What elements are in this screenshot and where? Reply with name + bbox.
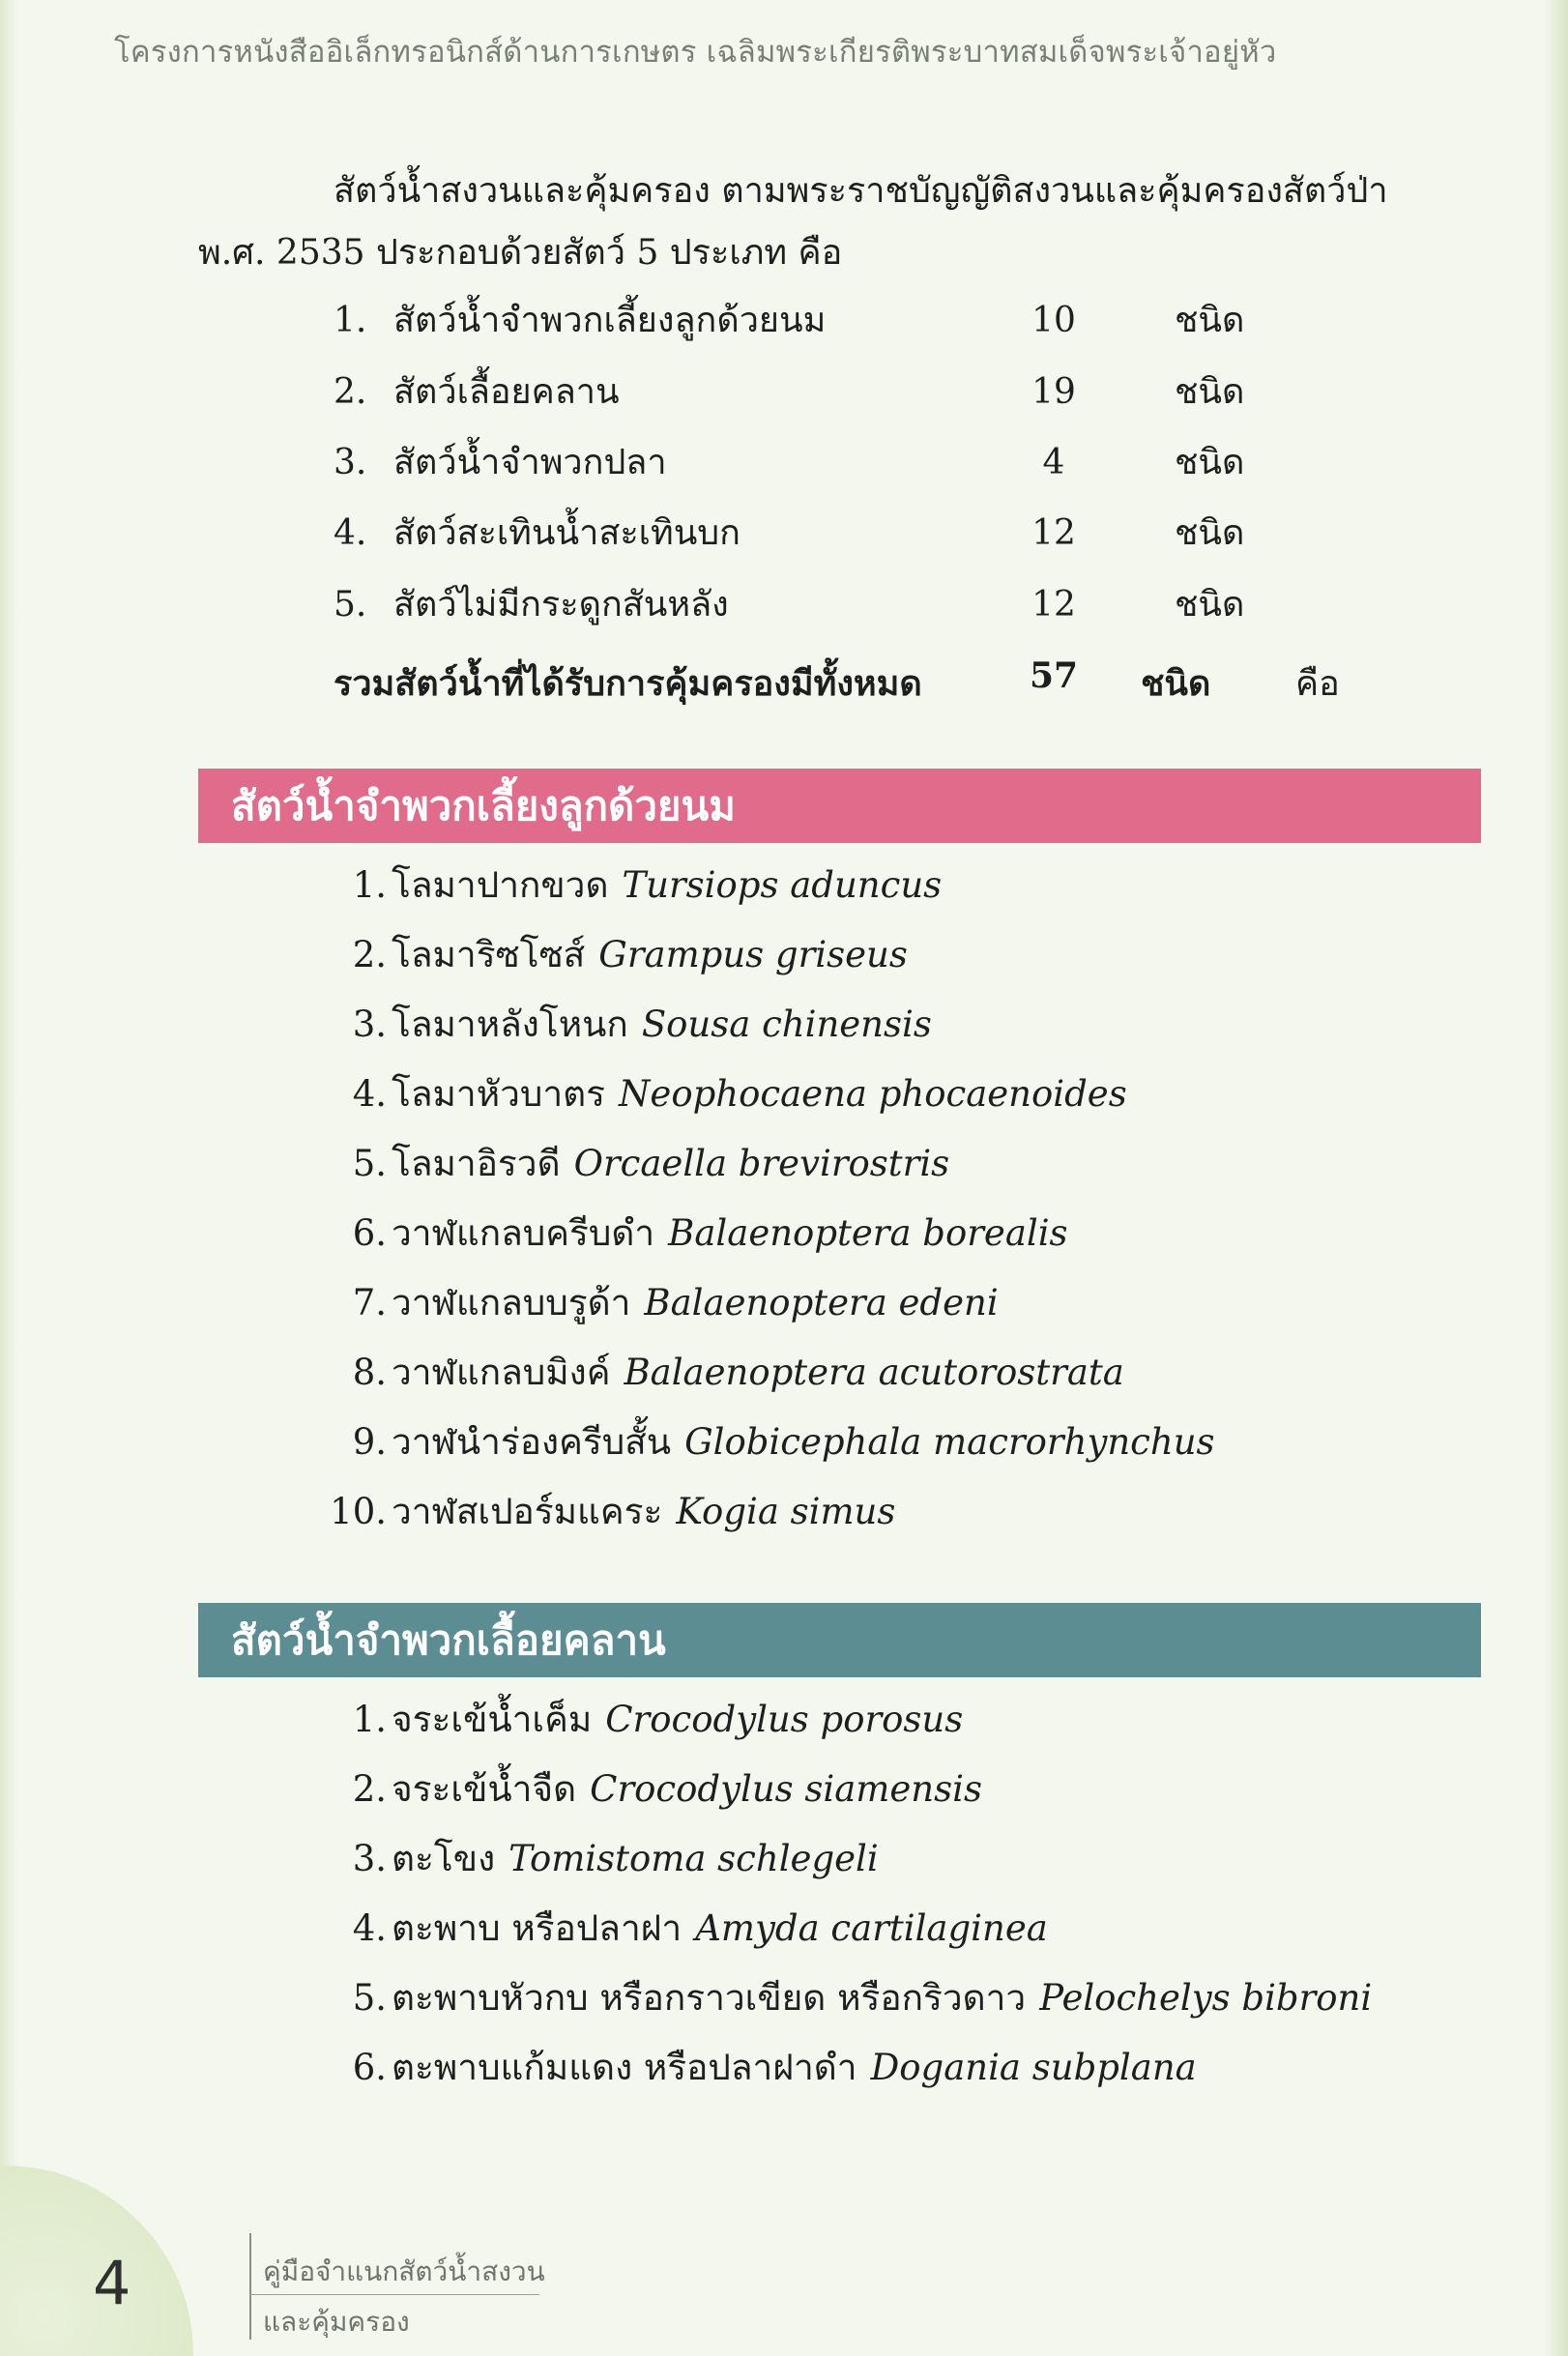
- species-scientific-name: Sousa chinensis: [641, 1003, 932, 1045]
- footer-divider: [249, 2233, 251, 2340]
- species-name: [392, 1977, 1372, 2020]
- species-name: [392, 1352, 1124, 1394]
- page-edge-shadow-left: [0, 0, 17, 2356]
- category-label: สัตว์น้ำจำพวกปลา: [393, 443, 667, 482]
- footer-book-title-line-1: คู่มือจำแนกสัตว์น้ำสงวน: [263, 2255, 545, 2287]
- species-scientific-name: Balaenoptera edeni: [644, 1282, 999, 1323]
- intro-line-2: พ.ศ. 2535 ประกอบด้วยสัตว์ 5 ประเภท คือ: [198, 233, 843, 273]
- category-label: สัตว์สะเทินน้ำสะเทินบก: [393, 513, 740, 553]
- species-scientific-name: Amyda cartilaginea: [695, 1907, 1048, 1949]
- category-row: [334, 578, 1300, 632]
- section-heading-reptiles: สัตว์น้ำจำพวกเลื้อยคลาน: [198, 1603, 1481, 1677]
- species-row: [319, 1199, 1431, 1268]
- species-thai-name: ตะพาบหัวกบ หรือกราวเขียด หรือกริวดาว: [392, 1977, 1027, 2019]
- species-thai-name: ตะโขง: [392, 1838, 496, 1879]
- species-thai-name: ตะพาบแก้มแดง หรือปลาฝาดำ: [392, 2047, 857, 2088]
- species-number: 2.: [352, 1768, 387, 1810]
- species-thai-name: โลมาอิรวดี: [392, 1143, 561, 1184]
- category-row: [334, 365, 1300, 420]
- species-name: [392, 1421, 1215, 1464]
- species-scientific-name: Crocodylus siamensis: [590, 1768, 982, 1810]
- category-number: 1.: [334, 301, 367, 340]
- species-thai-name: โลมาริซโซส์: [392, 934, 586, 975]
- species-name: [392, 1491, 895, 1533]
- species-number: 6.: [352, 1212, 387, 1254]
- species-name: [392, 2047, 1197, 2089]
- species-name: [392, 1212, 1068, 1255]
- species-thai-name: ตะพาบ หรือปลาฝา: [392, 1907, 682, 1949]
- species-scientific-name: Dogania subplana: [870, 2047, 1197, 2088]
- species-number: 1.: [352, 864, 387, 906]
- species-number: 9.: [352, 1421, 387, 1463]
- species-number: 5.: [352, 1143, 387, 1184]
- species-name: [392, 1143, 949, 1185]
- species-row: [319, 851, 1431, 920]
- category-unit: ชนิด: [1175, 585, 1245, 625]
- category-count: 12: [1031, 513, 1076, 553]
- species-row: [319, 1408, 1431, 1477]
- species-thai-name: โลมาหลังโหนก: [392, 1003, 628, 1045]
- species-row: [319, 1685, 1431, 1755]
- species-thai-name: โลมาหัวบาตร: [392, 1073, 606, 1115]
- category-unit: ชนิด: [1175, 372, 1245, 412]
- species-scientific-name: Balaenoptera acutorostrata: [624, 1352, 1124, 1393]
- species-scientific-name: Pelochelys bibroni: [1039, 1977, 1373, 2019]
- species-name: [392, 1838, 879, 1880]
- total-count: 57: [1030, 655, 1079, 696]
- species-thai-name: จระเข้น้ำจืด: [392, 1768, 577, 1810]
- species-thai-name: จระเข้น้ำเค็ม: [392, 1699, 593, 1740]
- species-thai-name: วาฬแกลบบรูด้า: [392, 1282, 631, 1323]
- species-scientific-name: Orcaella brevirostris: [573, 1143, 950, 1184]
- category-number: 4.: [334, 513, 367, 553]
- species-thai-name: โลมาปากขวด: [392, 864, 609, 906]
- species-name: [392, 934, 908, 976]
- species-row: [319, 990, 1431, 1060]
- species-number: 3.: [352, 1003, 387, 1045]
- reptile-species-list: [319, 1685, 1431, 2103]
- species-row: [319, 1268, 1431, 1338]
- species-row: [319, 1129, 1431, 1199]
- species-thai-name: วาฬนำร่องครีบสั้น: [392, 1421, 672, 1463]
- species-name: [392, 1282, 999, 1324]
- category-count: 12: [1031, 585, 1076, 625]
- category-number: 2.: [334, 372, 367, 412]
- total-unit: ชนิด: [1141, 663, 1211, 704]
- species-number: 7.: [352, 1282, 387, 1323]
- species-number: 1.: [352, 1699, 387, 1740]
- category-label: สัตว์ไม่มีกระดูกสันหลัง: [393, 585, 729, 625]
- species-row: [319, 2033, 1431, 2103]
- species-row: [319, 1477, 1431, 1547]
- species-number: 6.: [352, 2047, 387, 2088]
- species-thai-name: วาฬสเปอร์มแคระ: [392, 1491, 663, 1532]
- category-row: [334, 294, 1300, 348]
- species-number: 5.: [352, 1977, 387, 2019]
- species-scientific-name: Balaenoptera borealis: [668, 1212, 1068, 1254]
- species-number: 4.: [352, 1073, 387, 1115]
- species-number: 8.: [352, 1352, 387, 1393]
- page-number: 4: [93, 2248, 131, 2318]
- footer-rule: [249, 2294, 539, 2295]
- category-label: สัตว์เลื้อยคลาน: [393, 372, 620, 412]
- species-scientific-name: Tomistoma schlegeli: [508, 1838, 879, 1879]
- footer-book-title-line-2: และคุ้มครอง: [263, 2306, 410, 2338]
- species-number: 2.: [352, 934, 387, 975]
- species-name: [392, 1073, 1127, 1116]
- species-scientific-name: Globicephala macrorhynchus: [684, 1421, 1215, 1463]
- species-scientific-name: Neophocaena phocaenoides: [619, 1073, 1127, 1115]
- species-name: [392, 864, 942, 907]
- species-thai-name: วาฬแกลบมิงค์: [392, 1352, 611, 1393]
- section-heading-mammals: สัตว์น้ำจำพวกเลี้ยงลูกด้วยนม: [198, 769, 1481, 843]
- total-label: รวมสัตว์น้ำที่ได้รับการคุ้มครองมีทั้งหมด: [334, 663, 922, 704]
- page-edge-shadow-right: [1543, 0, 1568, 2356]
- species-name: [392, 1699, 963, 1741]
- category-count: 10: [1031, 301, 1076, 340]
- category-label: สัตว์น้ำจำพวกเลี้ยงลูกด้วยนม: [393, 301, 827, 340]
- category-row: [334, 507, 1300, 561]
- species-row: [319, 1894, 1431, 1963]
- species-scientific-name: Crocodylus porosus: [605, 1699, 964, 1740]
- category-unit: ชนิด: [1175, 513, 1245, 553]
- category-number: 3.: [334, 443, 367, 482]
- species-scientific-name: Tursiops aduncus: [622, 864, 943, 906]
- species-name: [392, 1907, 1048, 1950]
- category-unit: ชนิด: [1175, 301, 1245, 340]
- total-suffix: คือ: [1295, 664, 1340, 704]
- species-row: [319, 1755, 1431, 1824]
- species-scientific-name: Grampus griseus: [598, 934, 908, 975]
- category-count: 4: [1042, 443, 1065, 482]
- mammal-species-list: [319, 851, 1431, 1547]
- category-count: 19: [1031, 372, 1076, 412]
- intro-line-1: สัตว์น้ำสงวนและคุ้มครอง ตามพระราชบัญญัติสงวนและคุ้มครองสัตว์ป่า: [334, 171, 1388, 211]
- category-number: 5.: [334, 585, 367, 625]
- species-row: [319, 1963, 1431, 2033]
- total-row: [334, 650, 1340, 704]
- category-row: [334, 436, 1300, 490]
- species-scientific-name: Kogia simus: [676, 1491, 896, 1532]
- running-header: โครงการหนังสืออิเล็กทรอนิกส์ด้านการเกษตร เฉลิมพระเกียรติพระบาทสมเด็จพระเจ้าอยู่หัว: [114, 35, 1277, 70]
- species-row: [319, 1824, 1431, 1894]
- species-number: 3.: [352, 1838, 387, 1879]
- category-unit: ชนิด: [1175, 443, 1245, 482]
- species-row: [319, 920, 1431, 990]
- species-number: 4.: [352, 1907, 387, 1949]
- species-row: [319, 1338, 1431, 1408]
- species-number: 10.: [330, 1491, 387, 1532]
- species-thai-name: วาฬแกลบครีบดำ: [392, 1212, 655, 1254]
- species-name: [392, 1768, 982, 1811]
- species-row: [319, 1060, 1431, 1129]
- species-name: [392, 1003, 932, 1046]
